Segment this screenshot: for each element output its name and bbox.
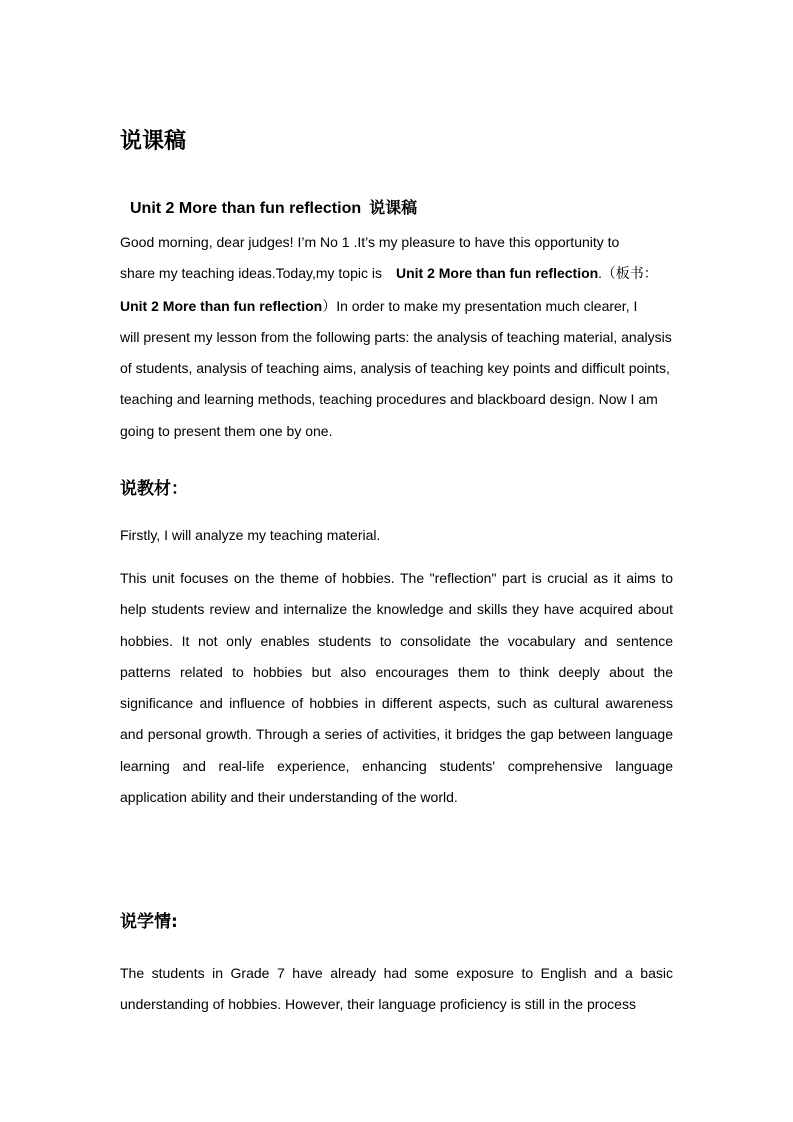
material-paragraph-2: This unit focuses on the theme of hobbies. The "reflection" part is crucial as it aims to help students review and internalize the knowledge and skills they have acquired about hobbies. It not only enables students to consolidate the vocabulary and sentence patterns related to hobbies but also encourages them to think deeply about the significance and influence of hobbies in different aspects, such as cultural awareness and personal growth. Through a series of activities, it bridges the gap between language learning and real-life experience, enhancing students' comprehensive language application ability and their understanding of the world. xyxy=(120,570,673,806)
intro-topic-bold-2: Unit 2 More than fun reflection xyxy=(120,297,323,314)
intro-line-2-text: share my teaching ideas.Today,my topic is xyxy=(120,265,382,282)
intro-board-note: .（板书： xyxy=(598,267,658,283)
document-title: 说课稿 xyxy=(120,129,187,154)
lesson-subtitle xyxy=(130,195,417,218)
intro-line-3 xyxy=(120,291,673,322)
intro-rest: will present my lesson from the following parts: the analysis of teaching material, analysis of students, analysis of teaching aims, analysis of teaching key points and difficult points, teaching and learning methods, teaching procedures and blackboard design. Now I am going to present them one by one. xyxy=(120,328,672,439)
intro-line-2 xyxy=(120,258,673,290)
intro-paragraph xyxy=(120,227,673,447)
intro-topic-text: Unit 2 More than fun reflection xyxy=(395,265,599,282)
intro-line-3-text: ）In order to make my presentation much clearer, I xyxy=(322,297,638,314)
subtitle-english: Unit 2 More than fun reflection xyxy=(130,200,362,217)
intro-topic-bold xyxy=(396,265,598,281)
section-heading-material: 说教材： xyxy=(120,479,188,499)
students-paragraph-1: The students in Grade 7 have already had some exposure to English and a basic understanding of hobbies. However, their language proficiency is still in the process xyxy=(120,965,673,1013)
intro-line-1: Good morning, dear judges! I’m No 1 .It’s my pleasure to have this opportunity to xyxy=(120,234,620,250)
subtitle-chinese: 说课稿 xyxy=(369,198,418,217)
material-paragraph-1: Firstly, I will analyze my teaching material. xyxy=(120,527,381,543)
section-heading-students: 说学情: xyxy=(120,912,178,932)
